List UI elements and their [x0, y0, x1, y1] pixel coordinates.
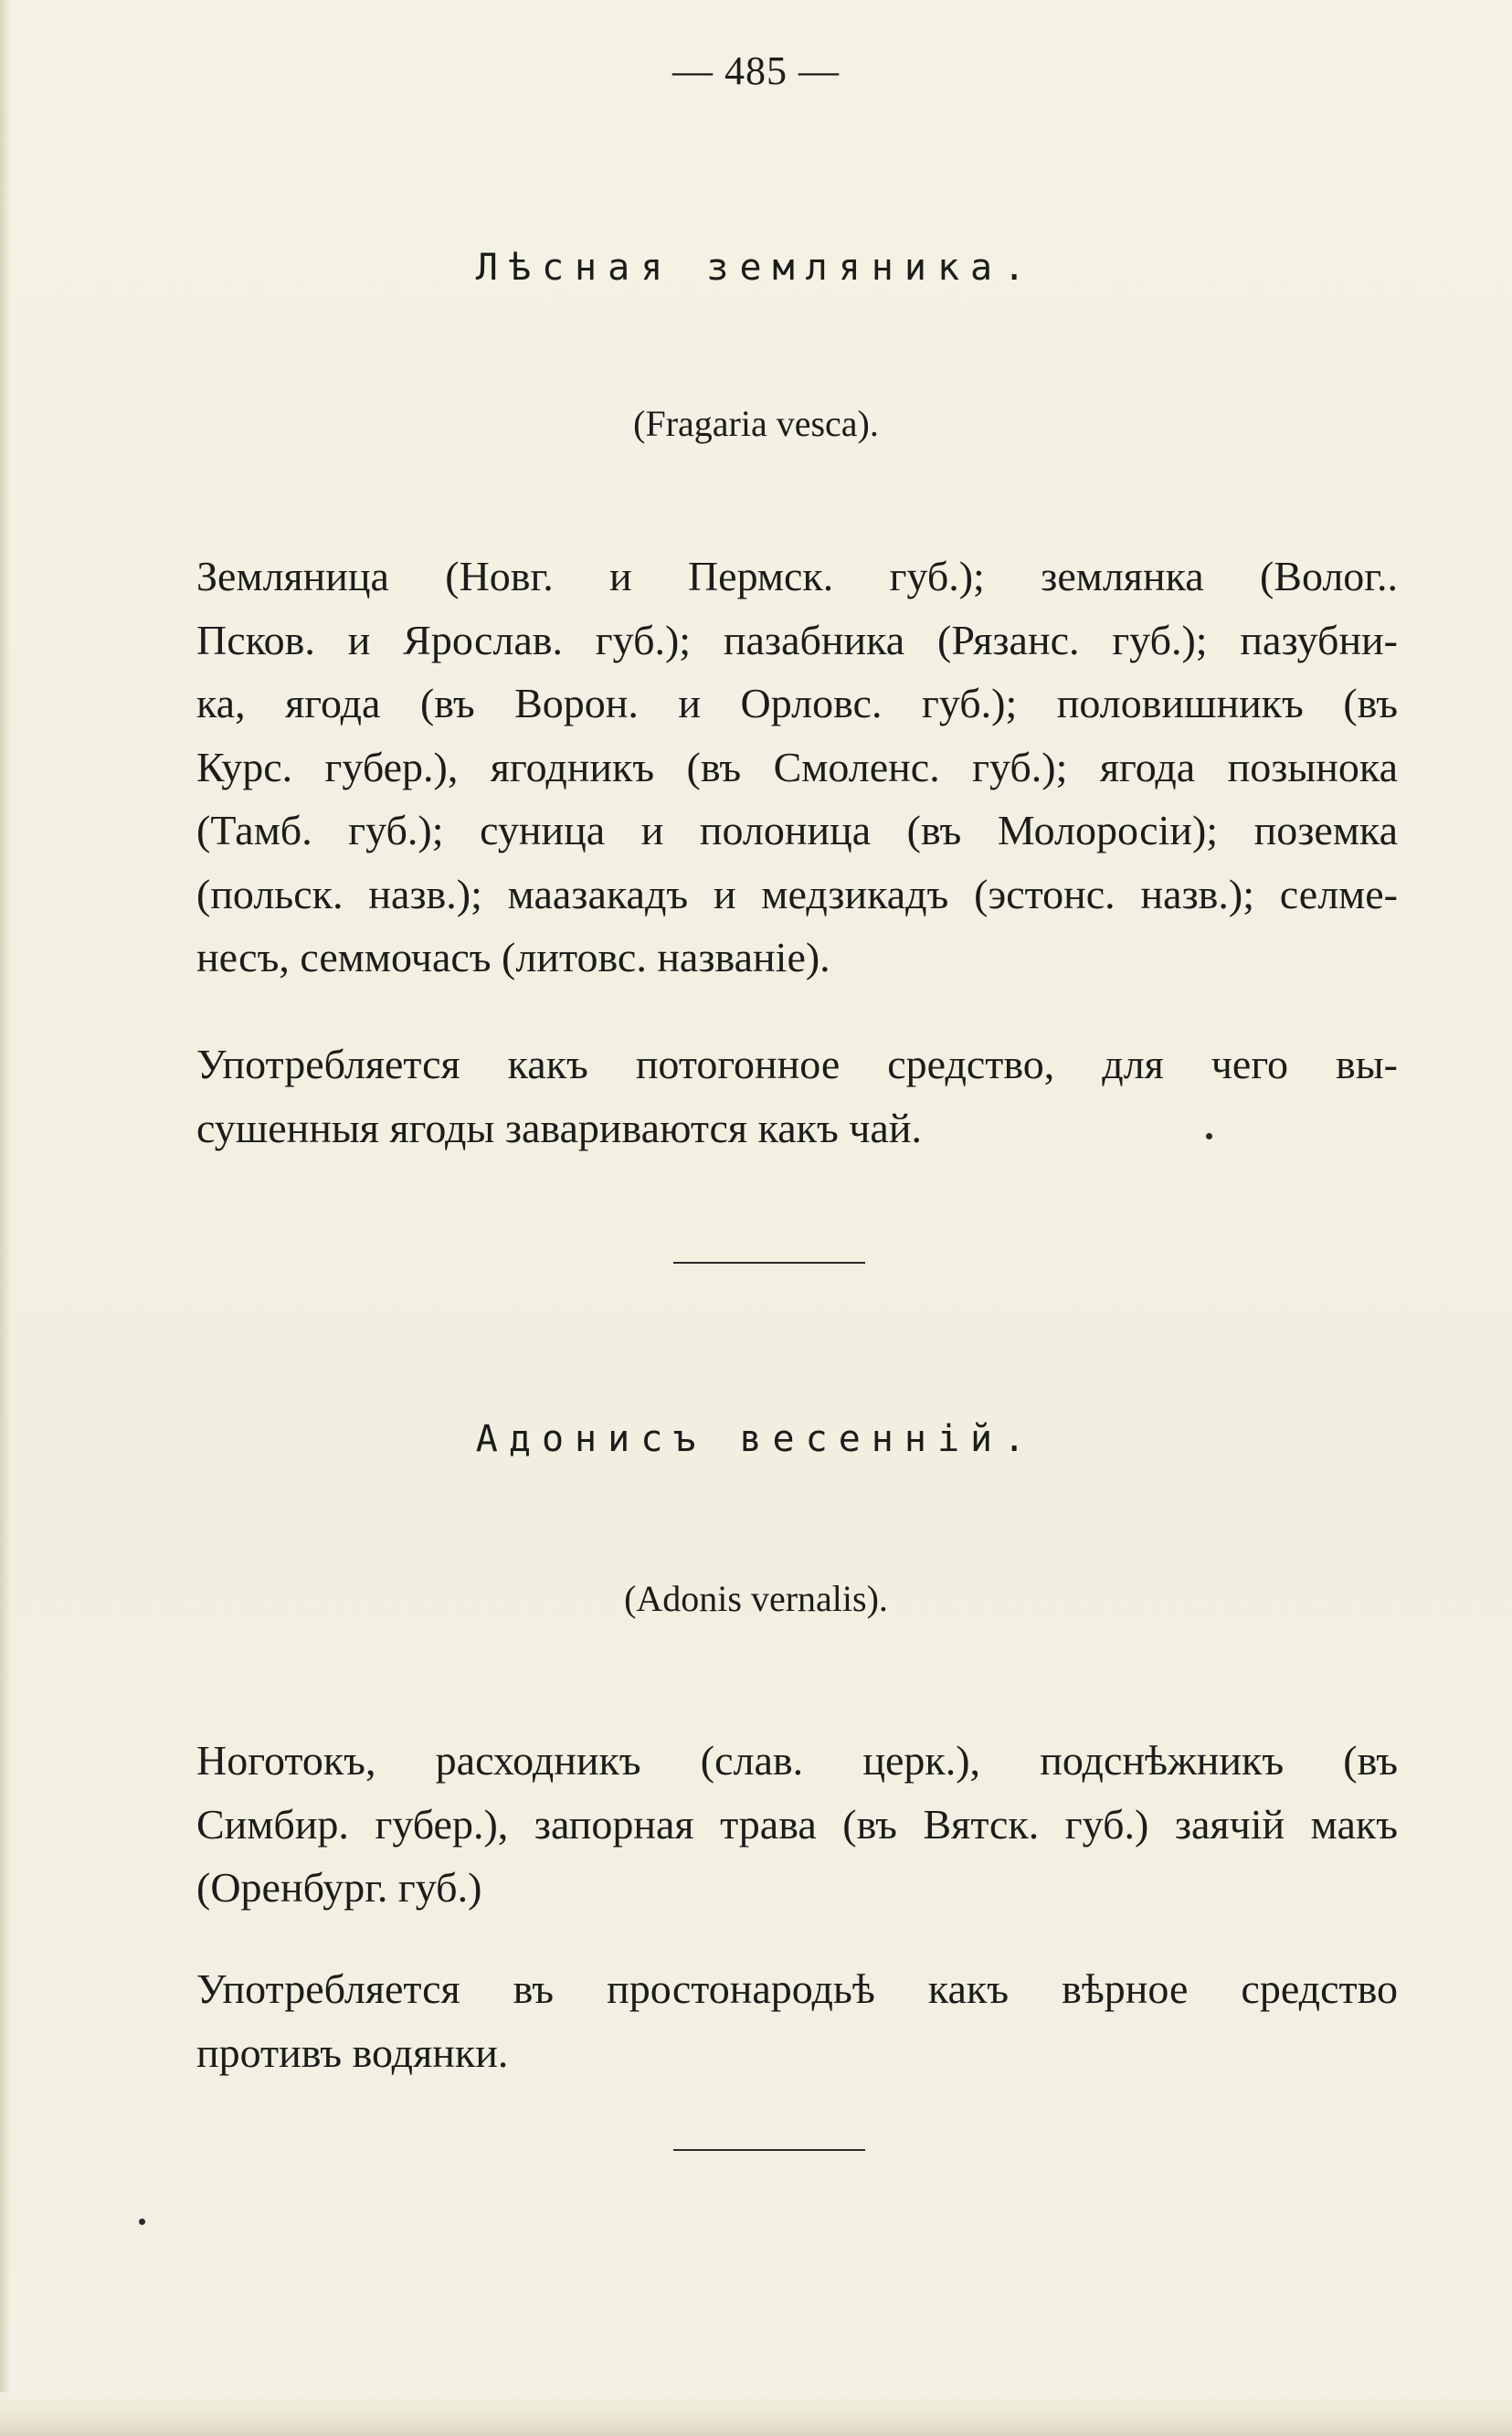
text-line: Ноготокъ, расходникъ (слав. церк.), подснѣжникъ (въ [196, 1737, 1398, 1784]
section-divider-rule [673, 1262, 865, 1264]
text-line: Симбир. губер.), запорная трава (въ Вятск. губ.) заячiй макъ [196, 1800, 1398, 1848]
section-divider-rule [673, 2149, 865, 2151]
text-line: ка, ягода (въ Ворон. и Орловс. губ.); половишникъ (въ [196, 680, 1398, 726]
page-number: — 485 — [672, 48, 840, 93]
synonyms-paragraph-adonis [196, 1729, 1398, 1920]
text-line: противъ водянки. [196, 2028, 509, 2076]
text-line: Псков. и Ярослав. губ.); пазабника (Рязанс. губ.); пазубни- [196, 616, 1398, 663]
usage-paragraph-adonis [196, 1957, 1398, 2084]
text-line: Употребляется въ простонародьѣ какъ вѣрное средство [196, 1965, 1398, 2012]
text-line: несъ, семмочасъ (литовс. названіе). [196, 934, 830, 980]
text-line: Земляница (Новг. и Пермск. губ.); землянка (Волог.. [196, 553, 1398, 599]
page-left-edge-shadow [0, 0, 11, 2436]
section-heading-spring-adonis: Адонисъ весеннiй. [475, 1418, 1037, 1460]
text-line: Употребляется какъ потогонное средство, для чего вы- [196, 1041, 1398, 1087]
ink-speck [139, 2219, 145, 2225]
page-bottom-edge-shadow [0, 2392, 1512, 2436]
text-line: (Тамб. губ.); суница и полоница (въ Молоросіи); поземка [196, 807, 1398, 853]
text-line: Курс. губер.), ягодникъ (въ Смоленс. губ.); ягода позынока [196, 743, 1398, 790]
section-heading-wild-strawberry: Лѣсная земляника. [475, 247, 1037, 289]
latin-name-fragaria-vesca: (Fragaria vesca). [633, 403, 879, 444]
text-line: сушенныя ягоды завариваются какъ чай. [196, 1104, 922, 1151]
text-line: (Оренбург. губ.) [196, 1864, 482, 1911]
ink-speck [1206, 1133, 1212, 1139]
usage-paragraph-strawberry [196, 1033, 1398, 1160]
latin-name-adonis-vernalis: (Adonis vernalis). [624, 1578, 888, 1619]
text-line: (польск. назв.); маазакадъ и медзикадъ (эстонс. назв.); селме- [196, 870, 1398, 917]
synonyms-paragraph-strawberry [196, 545, 1398, 990]
